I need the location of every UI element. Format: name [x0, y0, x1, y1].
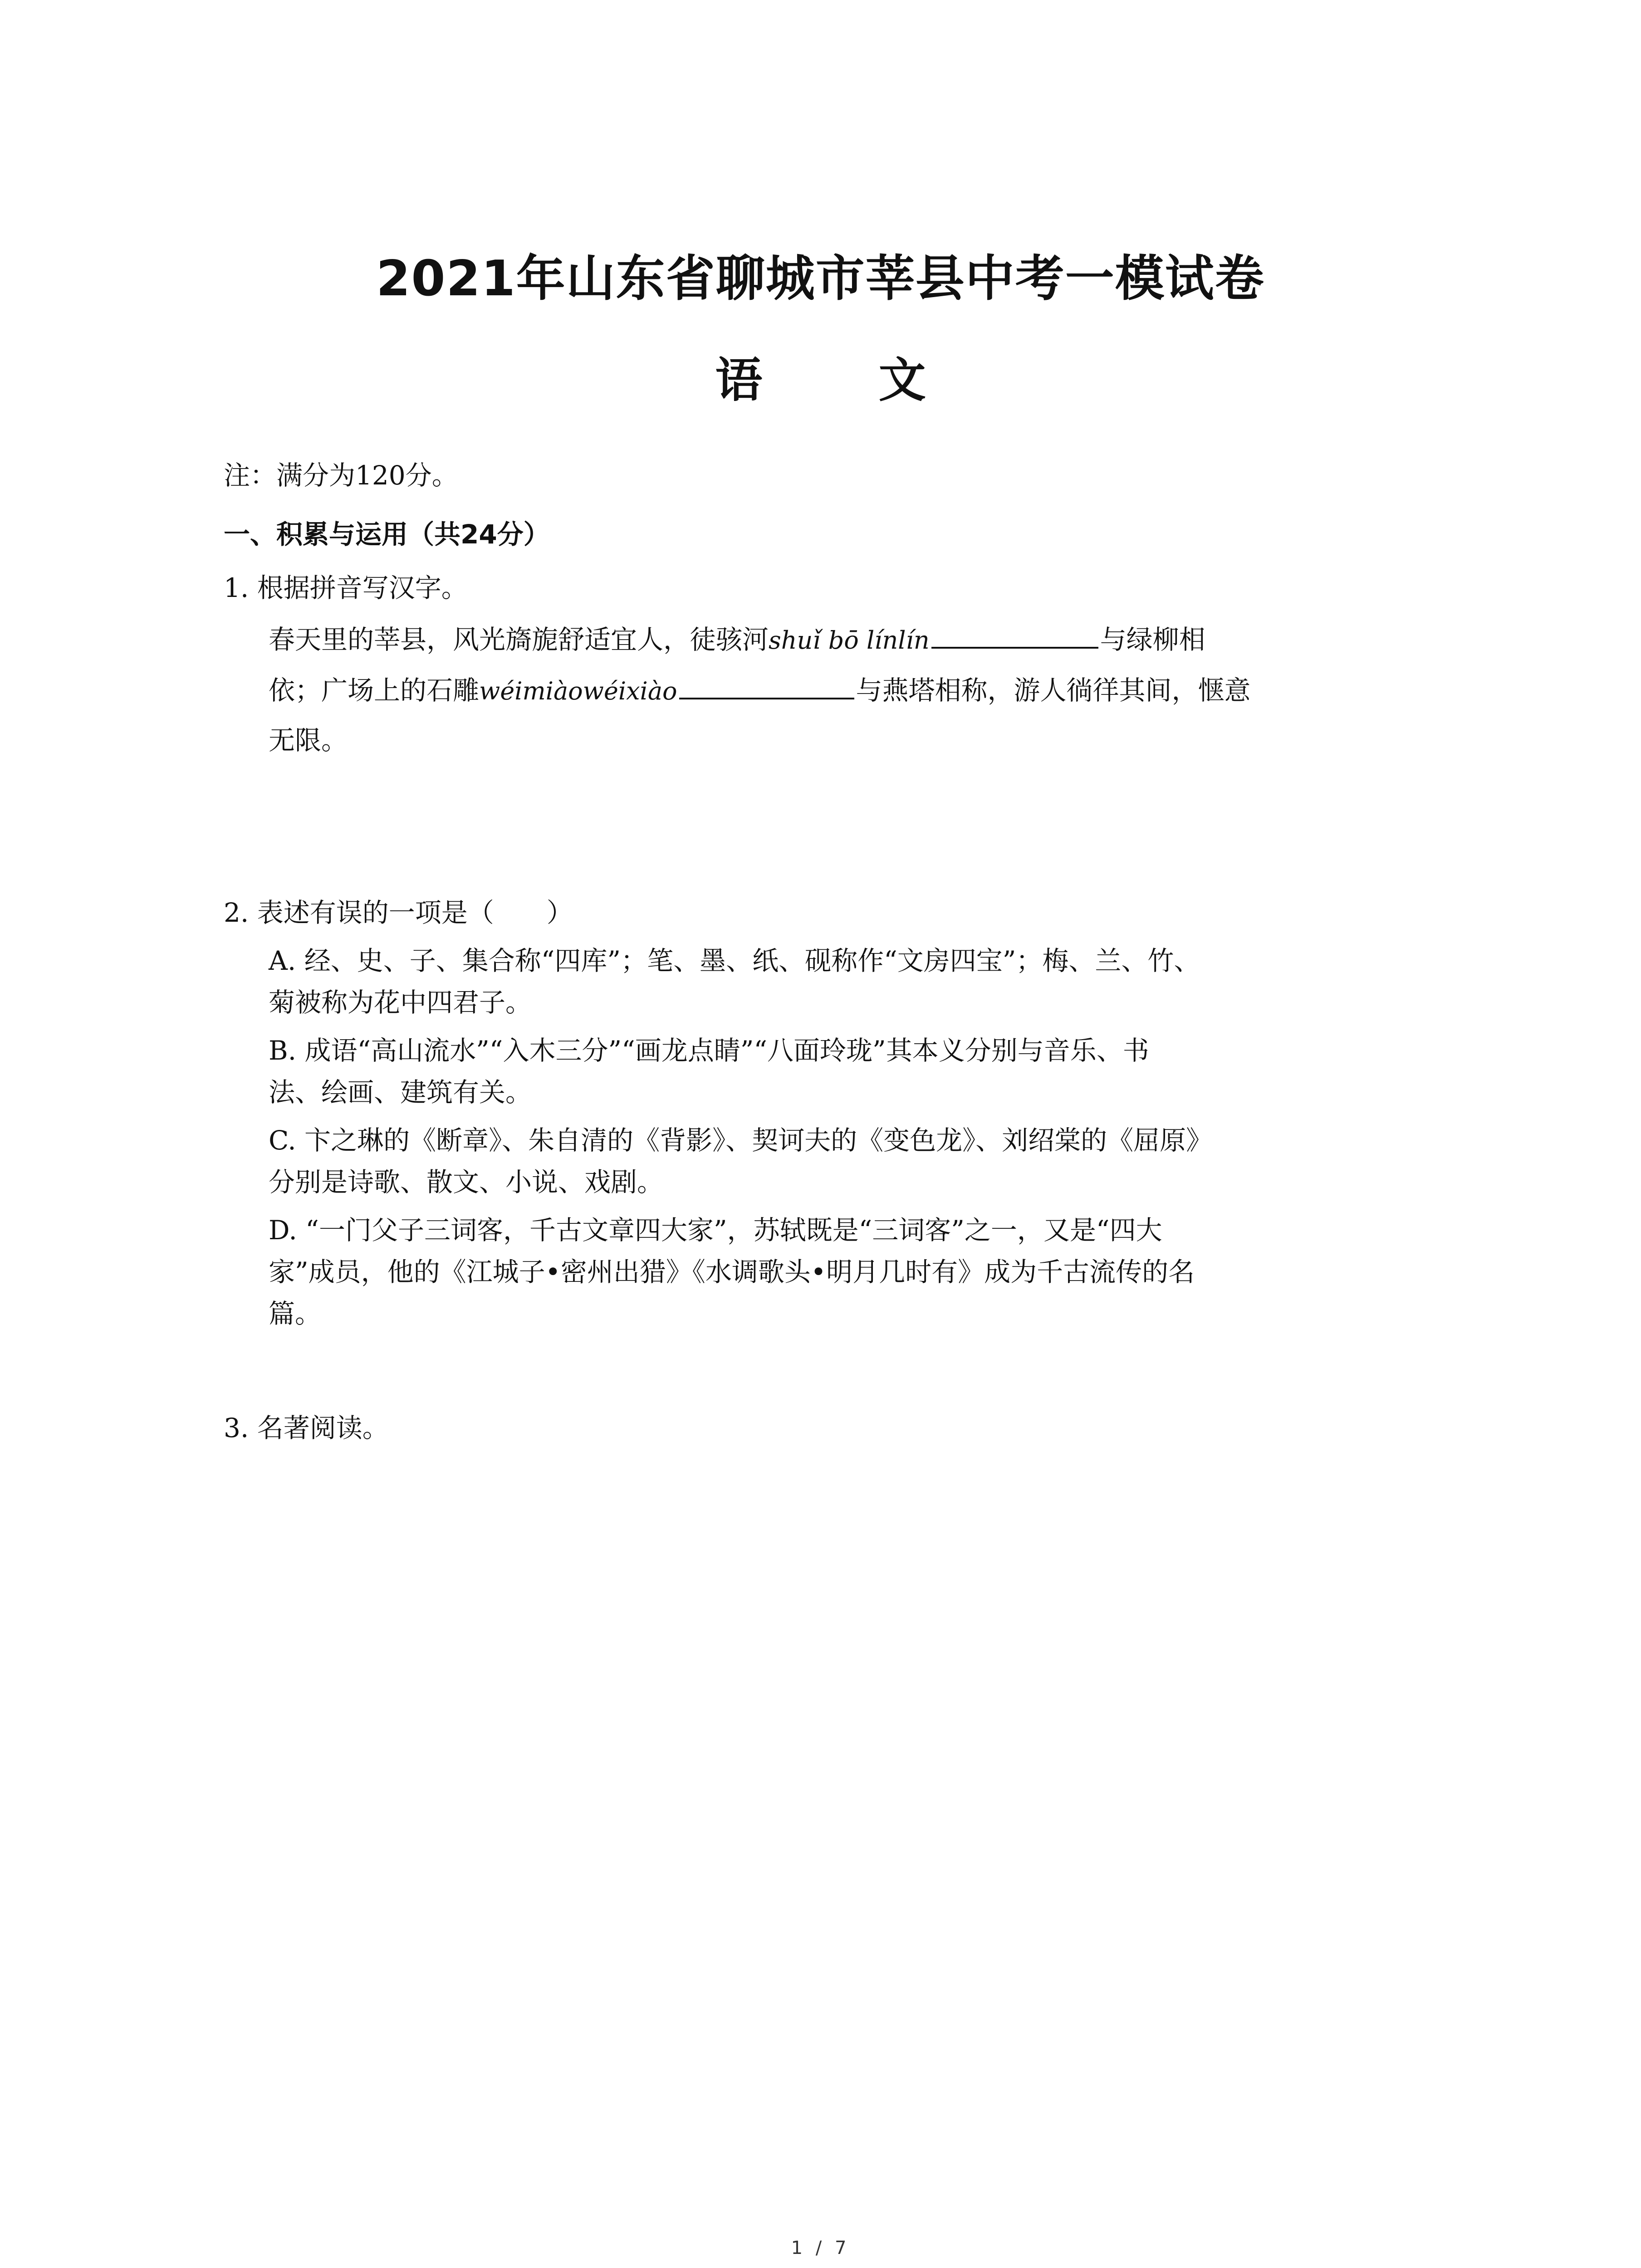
- option-b-line-2: 法、绘画、建筑有关。: [269, 1077, 532, 1108]
- section-heading: 一、积累与运用（共24分）: [224, 519, 550, 550]
- option-a-line-1[interactable]: A. 经、史、子、集合称“四库”；笔、墨、纸、砚称作“文房四宝”；梅、兰、竹、: [269, 945, 1200, 976]
- question-number: 1.: [224, 572, 249, 603]
- option-d-line-2: 家”成员，他的《江城子•密州出猎》《水调歌头•明月几时有》成为千古流传的名: [269, 1256, 1195, 1287]
- option-c-line-2: 分别是诗歌、散文、小说、戏剧。: [269, 1167, 664, 1198]
- question-prompt: 根据拼音写汉字。: [257, 572, 468, 603]
- q1-line-3: 无限。: [269, 725, 348, 756]
- question-prompt: 表述有误的一项是（ ）: [257, 897, 573, 928]
- q1-text: 与燕塔相称，游人徜徉其间，惬意: [856, 675, 1251, 706]
- page-number: 1 / 7: [791, 2238, 850, 2258]
- page-title: 2021年山东省聊城市莘县中考一模试卷: [376, 250, 1265, 307]
- option-a-line-2: 菊被称为花中四君子。: [269, 987, 532, 1018]
- q1-text: 与绿柳相: [1100, 624, 1205, 655]
- question-number: 2.: [224, 897, 249, 928]
- question-2: [224, 894, 573, 931]
- option-c-line-1[interactable]: C. 卞之琳的《断章》、朱自清的《背影》、契诃夫的《变色龙》、刘绍棠的《屈原》: [269, 1125, 1213, 1156]
- question-number: 3.: [224, 1413, 249, 1443]
- option-d-line-3: 篇。: [269, 1298, 322, 1329]
- q1-line-1: [269, 621, 1205, 659]
- q1-text: 依；广场上的石雕: [269, 675, 480, 706]
- pinyin-2: wéimiàowéixiào: [479, 677, 677, 705]
- question-3: [224, 1410, 389, 1446]
- subject-title: 语 文: [715, 352, 976, 408]
- q1-line-2: [269, 671, 1251, 709]
- score-note: 注：满分为120分。: [224, 460, 458, 491]
- answer-blank-2[interactable]: [679, 671, 854, 699]
- option-d-line-1[interactable]: D. “一门父子三词客，千古文章四大家”，苏轼既是“三词客”之一，又是“四大: [269, 1215, 1162, 1246]
- question-prompt: 名著阅读。: [257, 1413, 389, 1443]
- option-b-line-1[interactable]: B. 成语“高山流水”“入木三分”“画龙点睛”“八面玲珑”其本义分别与音乐、书: [269, 1035, 1149, 1066]
- q1-text: 春天里的莘县，风光旖旎舒适宜人，徒骇河: [269, 624, 769, 655]
- answer-blank-1[interactable]: [931, 621, 1098, 649]
- question-1: [224, 570, 468, 606]
- pinyin-1: shuǐ bō línlín: [769, 626, 930, 655]
